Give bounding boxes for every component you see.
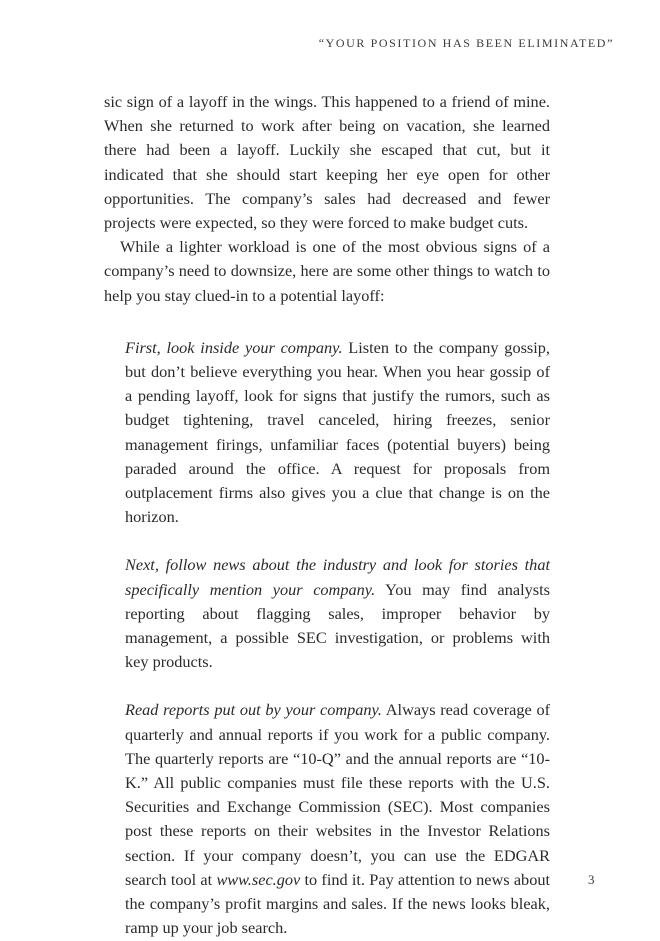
- paragraph-continued: sic sign of a layoff in the wings. This happened to a friend of mine. When she returned to work after being on vacation, she learned there had been a layoff. Luckily she escaped that cut, but it indicated that she should start keeping her eye open for other opportunities. The company’s sales had decreased and fewer projects were expected, so they were forced to make budget cuts.: [104, 92, 550, 233]
- list-item-text: Always read coverage of quarterly and annual reports if you work for a public company. The quarterly reports are “10-Q” and the annual reports are “10-K.” All public companies must file these reports with the U.S. Securities and Exchange Commission (SEC). Most companies post these reports on their websites in the Investor Relations section. If your company doesn’t, you can use the EDGAR search tool at: [125, 700, 551, 889]
- list-item-lead: Next, follow news about the industry and look for stories that specifically mention your company.: [125, 555, 550, 599]
- list-item-inside-company: [125, 336, 550, 530]
- list-item-text: Listen to the company gossip, but don’t believe everything you hear. When you hear gossip of a pending layoff, look for signs that justify the rumors, such as budget tightening, travel canceled, hiring freezes, senior management firings, unfamiliar faces (potential buyers) being paraded around the office. A request for proposals from outplacement firms also gives you a clue that change is on the horizon.: [125, 337, 550, 527]
- list-item-text: You may find analysts reporting about flagging sales, improper behavior by management, a possible SEC investigation, or problems with key products.: [125, 579, 550, 672]
- page-body: [104, 90, 550, 941]
- list-item-lead: Read reports put out by your company.: [125, 700, 382, 720]
- paragraph-intro: While a lighter workload is one of the most obvious signs of a company’s need to downsize, here are some other things to watch to help you stay clued-in to a potential layoff:: [104, 237, 550, 305]
- list-item-text: to find it. Pay attention to news about the company’s profit margins and sales. If the news looks bleak, ramp up your job search.: [125, 869, 550, 938]
- list-item-company-reports: [125, 698, 550, 940]
- sec-website-link: www.sec.gov: [216, 869, 301, 889]
- page-number: 3: [588, 872, 595, 887]
- running-head: “YOUR POSITION HAS BEEN ELIMINATED”: [318, 36, 614, 50]
- list-item-industry-news: [125, 553, 550, 674]
- list-item-lead: First, look inside your company.: [125, 337, 343, 357]
